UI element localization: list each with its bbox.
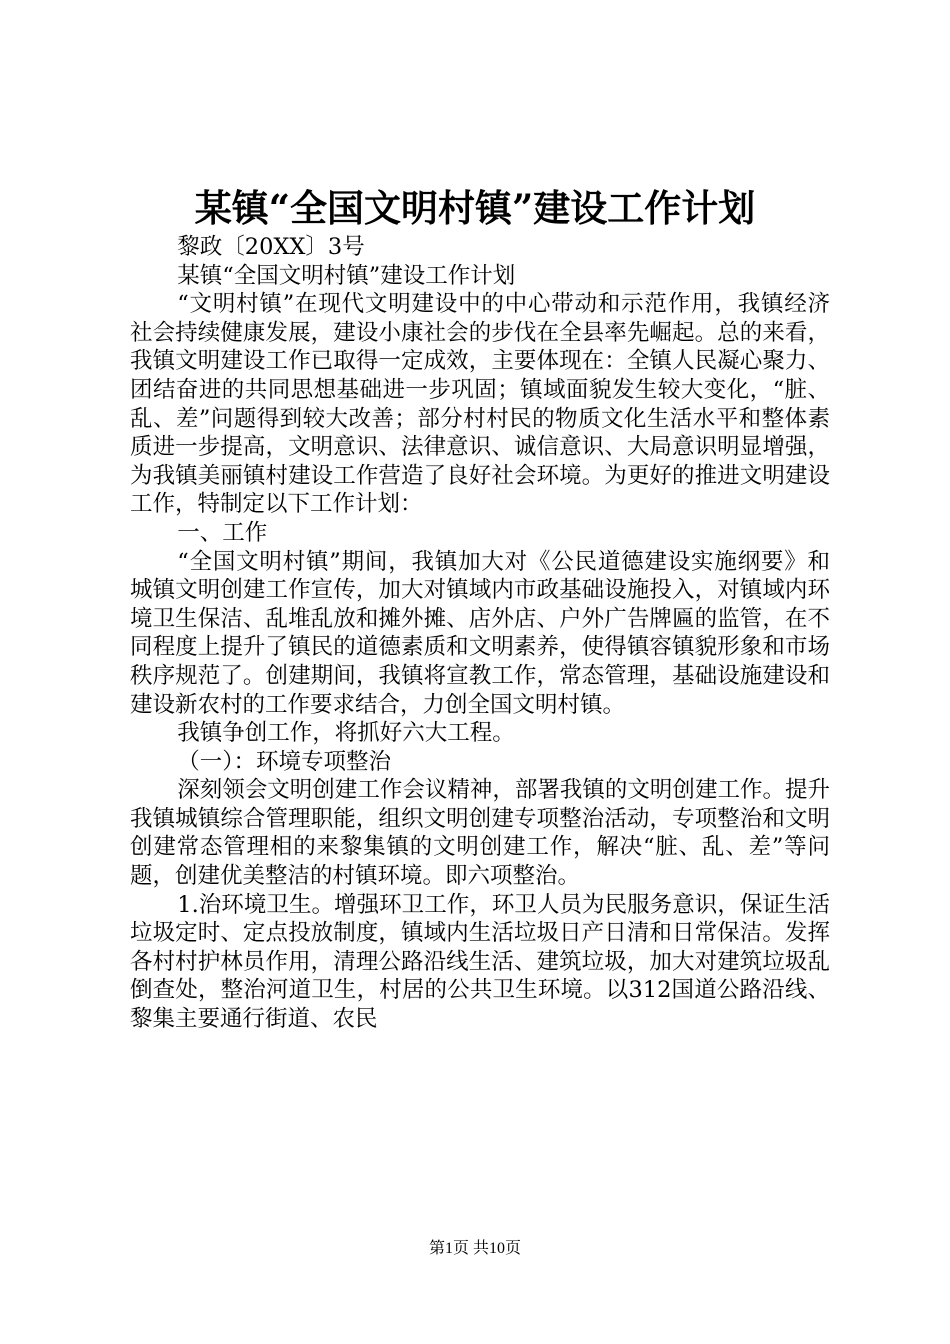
- section-paragraph: “全国文明村镇”期间，我镇加大对《公民道德建设实施纲要》和城镇文明创建工作宣传，加大对镇域内市政基础设施投入，对镇域内环境卫生保洁、乱堆乱放和摊外摊、店外店、户外广告牌匾的监管，在不同程度上提升了镇民的道德素质和文明素养，使得镇容镇貌形象和市场秩序规范了。创建期间，我镇将宣教工作，常态管理，基础设施建设和建设新农村的工作要求结合，力创全国文明村镇。: [130, 548, 830, 718]
- summary-line: 我镇争创工作，将抓好六大工程。: [177, 720, 515, 747]
- document-body: [130, 233, 830, 1034]
- page-footer: 第1页 共10页: [428, 1240, 521, 1257]
- subsection-heading: （一）：环境专项整治: [177, 748, 392, 775]
- item-paragraph: 1.治环境卫生。增强环卫工作，环卫人员为民服务意识，保证生活垃圾定时、定点投放制度，镇域内生活垃圾日产日清和日常保洁。发挥各村村护林员作用，清理公路沿线生活、建筑垃圾，加大对建筑垃圾乱倒查处，整治河道卫生，村居的公共卫生环境。以312国道公路沿线、黎集主要通行街道、农民: [130, 891, 830, 1033]
- subtitle: 某镇“全国文明村镇”建设工作计划: [177, 262, 516, 289]
- section-heading: 一、工作: [177, 519, 268, 546]
- intro-paragraph: “文明村镇”在现代文明建设中的中心带动和示范作用，我镇经济社会持续健康发展，建设小康社会的步伐在全县率先崛起。总的来看，我镇文明建设工作已取得一定成效，主要体现在：全镇人民凝心聚力、团结奋进的共同思想基础进一步巩固；镇域面貌发生较大变化，“脏、乱、差”问题得到较大改善；部分村村民的物质文化生活水平和整体素质进一步提高，文明意识、法律意识、诚信意识、大局意识明显增强，为我镇美丽镇村建设工作营造了良好社会环境。为更好的推进文明建设工作，特制定以下工作计划：: [130, 291, 830, 518]
- subsection-paragraph: 深刻领会文明创建工作会议精神，部署我镇的文明创建工作。提升我镇城镇综合管理职能，组织文明创建专项整治活动，专项整治和文明创建常态管理相的来黎集镇的文明创建工作，解决“脏、乱、差”等问题，创建优美整洁的村镇环境。即六项整治。: [130, 777, 830, 890]
- document-title: 某镇“全国文明村镇”建设工作计划: [194, 186, 756, 230]
- document-number: 黎政〔20XX〕3号: [177, 234, 365, 260]
